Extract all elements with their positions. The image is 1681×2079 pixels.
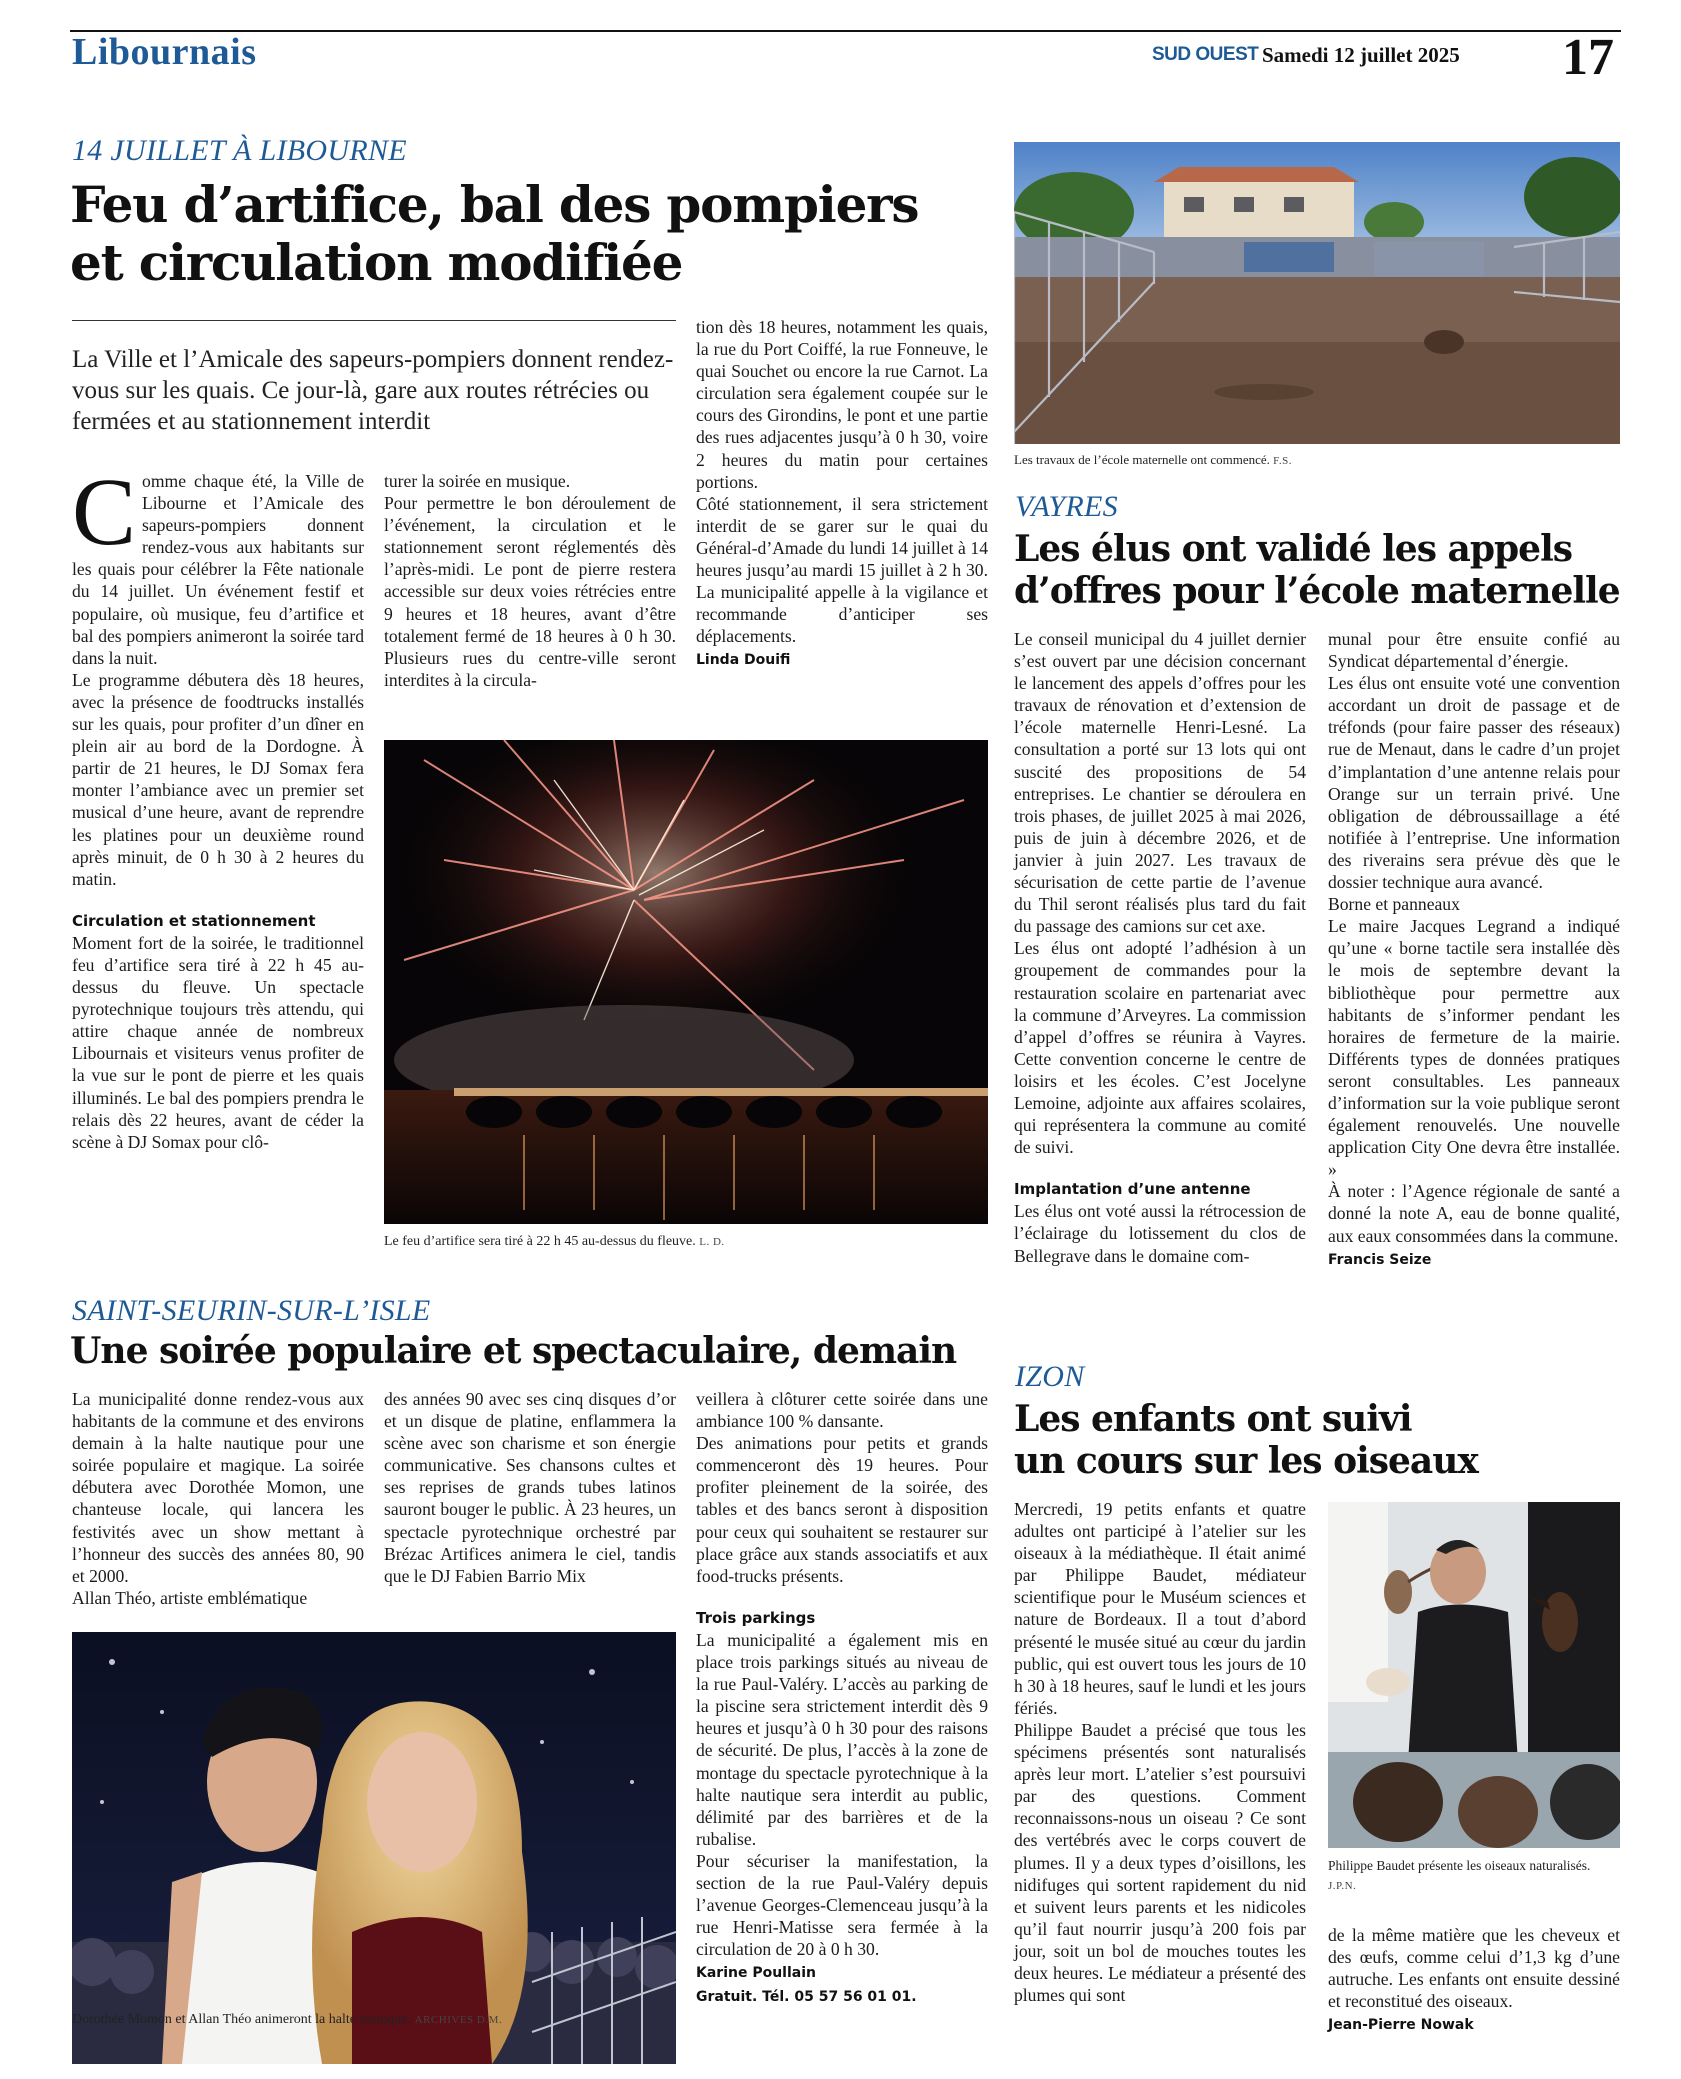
article2-col2-para1: des années 90 avec ses cinq disques d’or et un disque de platine, enflammera la scène avec son charisme et son énergie communicative. Ses chansons cultes et ses reprises de grands tubes latinos sauront bouger le public. À 23 heures, un spectacle pyrotechnique orchestré par Brézac Artifices animera le ciel, tandis que le DJ Fabien Barrio Mix	[384, 1389, 676, 1586]
article2-column-1	[72, 1388, 364, 1609]
article3-intertitle: Implantation d’une antenne	[1014, 1180, 1251, 1199]
article3-headline-line1: Les élus ont validé les appels	[1014, 528, 1573, 570]
birds-photo-caption: Philippe Baudet présente les oiseaux naturalisés. J.P.N.	[1328, 1858, 1591, 1892]
article2-col3-para2: Des animations pour petits et grands commenceront dès 19 heures. Pour profiter pleinement de la soirée, des tables et des bancs seront à disposition pour ceux qui souhaitent se restaurer sur place grâce aux stands associatifs et aux food-trucks présents.	[696, 1433, 988, 1586]
article2-col3-para4: Pour sécuriser la manifestation, la section de la rue Paul-Valéry depuis l’avenue Georges-Clemenceau jusqu’à la rue Henri-Matisse sera fermée à la circulation de 20 à 0 h 30.	[696, 1850, 988, 1960]
article1-headline-line2: et circulation modifiée	[70, 233, 683, 292]
article2-col3-para1: veillera à clôturer cette soirée dans une ambiance 100 % dansante.	[696, 1389, 988, 1432]
article1-rule	[72, 320, 676, 321]
article4-col1-para2: Philippe Baudet a précisé que tous les spécimens présentés sont naturalisés après leur mort. L’atelier s’est poursuivi par des questions. Comment reconnaissons-nous un oiseau ? Ce sont des vertébrés avec le corps couvert de plumes. Il y a deux types d’oisillons, les nidifuges qui sortent rapidement du nid et suivent leurs parents et les nidicoles qu’il faut nourrir jusqu’à 200 fois par jour, soit un bol de mouches toutes les deux heures. Le médiateur a présenté des plumes qui sont	[1014, 1719, 1306, 2006]
article4-signature: Jean-Pierre Nowak	[1328, 2017, 1474, 2034]
article4-headline-line1: Les enfants ont suivi	[1014, 1398, 1412, 1440]
article1-column-2	[384, 470, 676, 691]
article1-intertitle: Circulation et stationnement	[72, 911, 316, 930]
article3-kicker: VAYRES	[1015, 490, 1118, 523]
article3-col2-para4: Le maire Jacques Legrand a indiqué qu’une « borne tactile sera installée dès le mois de septembre devant la bibliothèque pour permettre aux habitants de s’informer pendant les horaires de fermeture de la mairie. Différents types de données pratiques seront consultables. Les panneaux d’information sur la voie publique seront également renouvelés. Une nouvelle application City One devra être installée. »	[1328, 916, 1620, 1180]
article2-column-3	[696, 1388, 988, 2009]
article3-col2-para3: Borne et panneaux	[1328, 894, 1460, 915]
article2-col3-para3: La municipalité a également mis en place trois parkings situés au niveau de la rue Paul-Valéry. L’accès au parking de la piscine sera strictement interdit dès 9 heures et jusqu’à 0 h 30 pour des raisons de sécurité. De plus, l’accès à la zone de montage du spectacle pyrotechnique à la halte nautique sera interdit au public, délimité par des barrières et de la rubalise.	[696, 1629, 988, 1849]
article3-col2-para1: munal pour être ensuite confié au Syndicat départemental d’énergie.	[1328, 629, 1620, 672]
article1-col3-para1: tion dès 18 heures, notamment les quais, la rue du Port Coiffé, la rue Fonneuve, le quai Souchet ou encore la rue Carnot. La circulation sera également coupée sur le cours des Girondins, le pont et une partie des rues adjacentes jusqu’à 0 h 30, voire 2 heures du matin pour certaines portions.	[696, 317, 988, 492]
top-rule	[70, 30, 1621, 32]
article2-headline: Une soirée populaire et spectaculaire, demain	[70, 1330, 957, 1372]
article2-col1-para2: Allan Théo, artiste emblématique	[72, 1587, 308, 1608]
article1-col1-para2: Le programme débutera dès 18 heures, avec la présence de foodtrucks installés sur les quais, pour profiter d’un dîner en plein air au bord de la Dordogne. À partir de 21 heures, le DJ Somax fera monter l’ambiance avec un premier set musical d’une heure, avant de reprendre les platines pour un deuxième round après minuit, de 0 h 30 à 2 heures du matin.	[72, 669, 364, 889]
brand-logo: SUD OUEST	[1152, 44, 1259, 65]
article1-col1-para1: Comme chaque été, la Ville de Libourne et l’Amicale des sapeurs-pompiers donnent rendez-vous aux habitants sur les quais pour célébrer la Fête nationale du 14 juillet. Un événement festif et populaire, où musique, feu d’artifice et bal des pompiers animeront la soirée tard dans la nuit.	[72, 458, 364, 668]
fireworks-photo	[384, 740, 988, 1224]
birds-workshop-photo	[1328, 1502, 1620, 1848]
article2-intertitle: Trois parkings	[696, 1608, 816, 1627]
construction-photo-credit: F.S.	[1273, 455, 1293, 467]
article1-column-1	[72, 458, 364, 1153]
article3-column-2	[1328, 628, 1620, 1271]
article1-headline	[70, 176, 990, 292]
fireworks-photo-caption: Le feu d’artifice sera tiré à 22 h 45 au-dessus du fleuve. L. D.	[384, 1234, 725, 1249]
article1-headline-line1: Feu d’artifice, bal des pompiers	[70, 175, 919, 234]
article3-signature: Francis Seize	[1328, 1251, 1432, 1268]
construction-photo-caption: Les travaux de l’école maternelle ont commencé. F.S.	[1014, 452, 1293, 467]
article1-signature: Linda Douifi	[696, 652, 791, 669]
article1-col3-para2: Côté stationnement, il sera strictement interdit de se garer sur le quai du Général-d’Amade du lundi 14 juillet à 14 heures jusqu’au mardi 15 juillet à 2 h 30. La municipalité appelle à la vigilance et recommande d’anticiper ses déplacements.	[696, 493, 988, 647]
article1-column-3	[696, 316, 988, 672]
article2-info: Gratuit. Tél. 05 57 56 01 01.	[696, 1989, 917, 2006]
article3-col2-para2: Les élus ont ensuite voté une convention accordant un droit de passage et de tréfonds (pour faire passer des réseaux) rue de Menaut, dans le cadre d’un projet d’implantation d’une antenne relais pour Orange sur un terrain privé. Une obligation de débroussaillage a été notifiée à l’entreprise. Une information des riverains sera prévue dès que le dossier technique aura avancé.	[1328, 673, 1620, 893]
construction-site-photo	[1014, 142, 1620, 444]
article2-kicker: SAINT-SEURIN-SUR-L’ISLE	[72, 1294, 431, 1327]
singers-photo-caption: Dorothée Momon et Allan Théo animeront la halte nautique. ARCHIVES D.M.	[72, 2012, 503, 2027]
article4-kicker: IZON	[1015, 1360, 1085, 1393]
article3-headline-line2: d’offres pour l’école maternelle	[1014, 570, 1620, 612]
article3-col1-para2: Les élus ont adopté l’adhésion à un groupement de commandes pour la restauration scolaire en partenariat avec la commune d’Arveyres. La commission d’appel d’offres se réunira à Vayres. Cette convention concerne le centre de loisirs et les écoles. C’est Jocelyne Lemoine, adjointe aux affaires scolaires, qui représentera la commune au comité de suivi.	[1014, 938, 1306, 1158]
singers-photo	[72, 1632, 676, 2064]
birds-photo-credit: J.P.N.	[1328, 1880, 1357, 1892]
article1-col1-para3: Moment fort de la soirée, le traditionnel feu d’artifice sera tiré à 22 h 45 au-dessus du fleuve. Un spectacle pyrotechnique toujours très attendu, qui attire chaque année de nombreux Libournais et visiteurs venus profiter de la vue sur le pont de pierre et les quais illuminés. Le bal des pompiers prendra le relais dès 22 heures, avant de céder la scène à DJ Somax pour clô-	[72, 932, 364, 1152]
article2-signature: Karine Poullain	[696, 1965, 816, 1982]
article2-col1-para1: La municipalité donne rendez-vous aux habitants de la commune et des environs demain à la halte nautique pour une soirée populaire et magique. La soirée débutera avec Dorothée Momon, une chanteuse locale, qui lancera les festivités avec un show mettant à l’honneur des succès des années 80, 90 et 2000.	[72, 1389, 364, 1586]
article4-column-2	[1328, 1924, 1620, 2036]
section-name: Libournais	[72, 31, 257, 73]
article1-col2-para1: turer la soirée en musique.	[384, 471, 571, 491]
article3-col1-para1: Le conseil municipal du 4 juillet dernier s’est ouvert par une décision concernant le lancement des appels d’offres pour les travaux de rénovation et d’extension de l’école maternelle Henri-Lesné. La consultation a porté sur 13 lots qui ont suscité des propositions de 54 entreprises. Le chantier se déroulera en trois phases, de juillet 2025 à mai 2026, puis de juin à décembre 2026, et de janvier à juin 2027. Les travaux de sécurisation de cette partie de l’avenue du Thil seront réalisés plus tard du fait du passage des camions sur cet axe.	[1014, 629, 1306, 937]
article4-headline	[1014, 1398, 1634, 1482]
singers-photo-credit: ARCHIVES D.M.	[414, 2014, 503, 2026]
article4-column-1	[1014, 1498, 1306, 2006]
fireworks-photo-credit: L. D.	[699, 1236, 725, 1248]
article1-chapo: La Ville et l’Amicale des sapeurs-pompiers donnent rendez-vous sur les quais. Ce jour-là, gare aux routes rétrécies ou fermées et au stationnement interdit	[72, 346, 674, 435]
article1-dropcap: C	[72, 458, 137, 565]
article2-column-2	[384, 1388, 676, 1587]
article4-col1-para1: Mercredi, 19 petits enfants et quatre adultes ont participé à l’atelier sur les oiseaux à la médiathèque. Il était animé par Philippe Baudet, médiateur scientifique pour le Muséum sciences et nature de Bordeaux. Il a tout d’abord présenté le musée situé au cœur du jardin public, qui est ouvert tous les jours de 10 h 30 à 18 heures, sauf le lundi et les jours fériés.	[1014, 1499, 1306, 1718]
issue-date: Samedi 12 juillet 2025	[1262, 43, 1460, 67]
article3-headline	[1014, 528, 1634, 612]
page-number: 17	[1562, 29, 1614, 86]
article3-col2-para5: À noter : l’Agence régionale de santé a donné la note A, eau de bonne qualité, aux eaux consommées dans la commune.	[1328, 1181, 1620, 1246]
article4-col2-para1: de la même matière que les cheveux et des œufs, comme celui d’1,3 kg d’une autruche. Les enfants ont ensuite dessiné et reconstitué des oiseaux.	[1328, 1925, 1620, 2012]
article3-col1-para3: Les élus ont voté aussi la rétrocession de l’éclairage du lotissement du clos de Bellegrave dans le domaine com-	[1014, 1201, 1306, 1266]
article1-kicker: 14 JUILLET À LIBOURNE	[72, 134, 407, 167]
article1-col2-para2: Pour permettre le bon déroulement de l’événement, la circulation et le stationnement seront réglementés dès l’après-midi. Le pont de pierre restera accessible sur deux voies rétrécies entre 9 heures et 18 heures, avant d’être totalement fermé de 18 heures à 0 h 30. Plusieurs rues du centre-ville seront interdites à la circula-	[384, 493, 676, 690]
article4-headline-line2: un cours sur les oiseaux	[1014, 1440, 1478, 1482]
article3-column-1	[1014, 628, 1306, 1267]
